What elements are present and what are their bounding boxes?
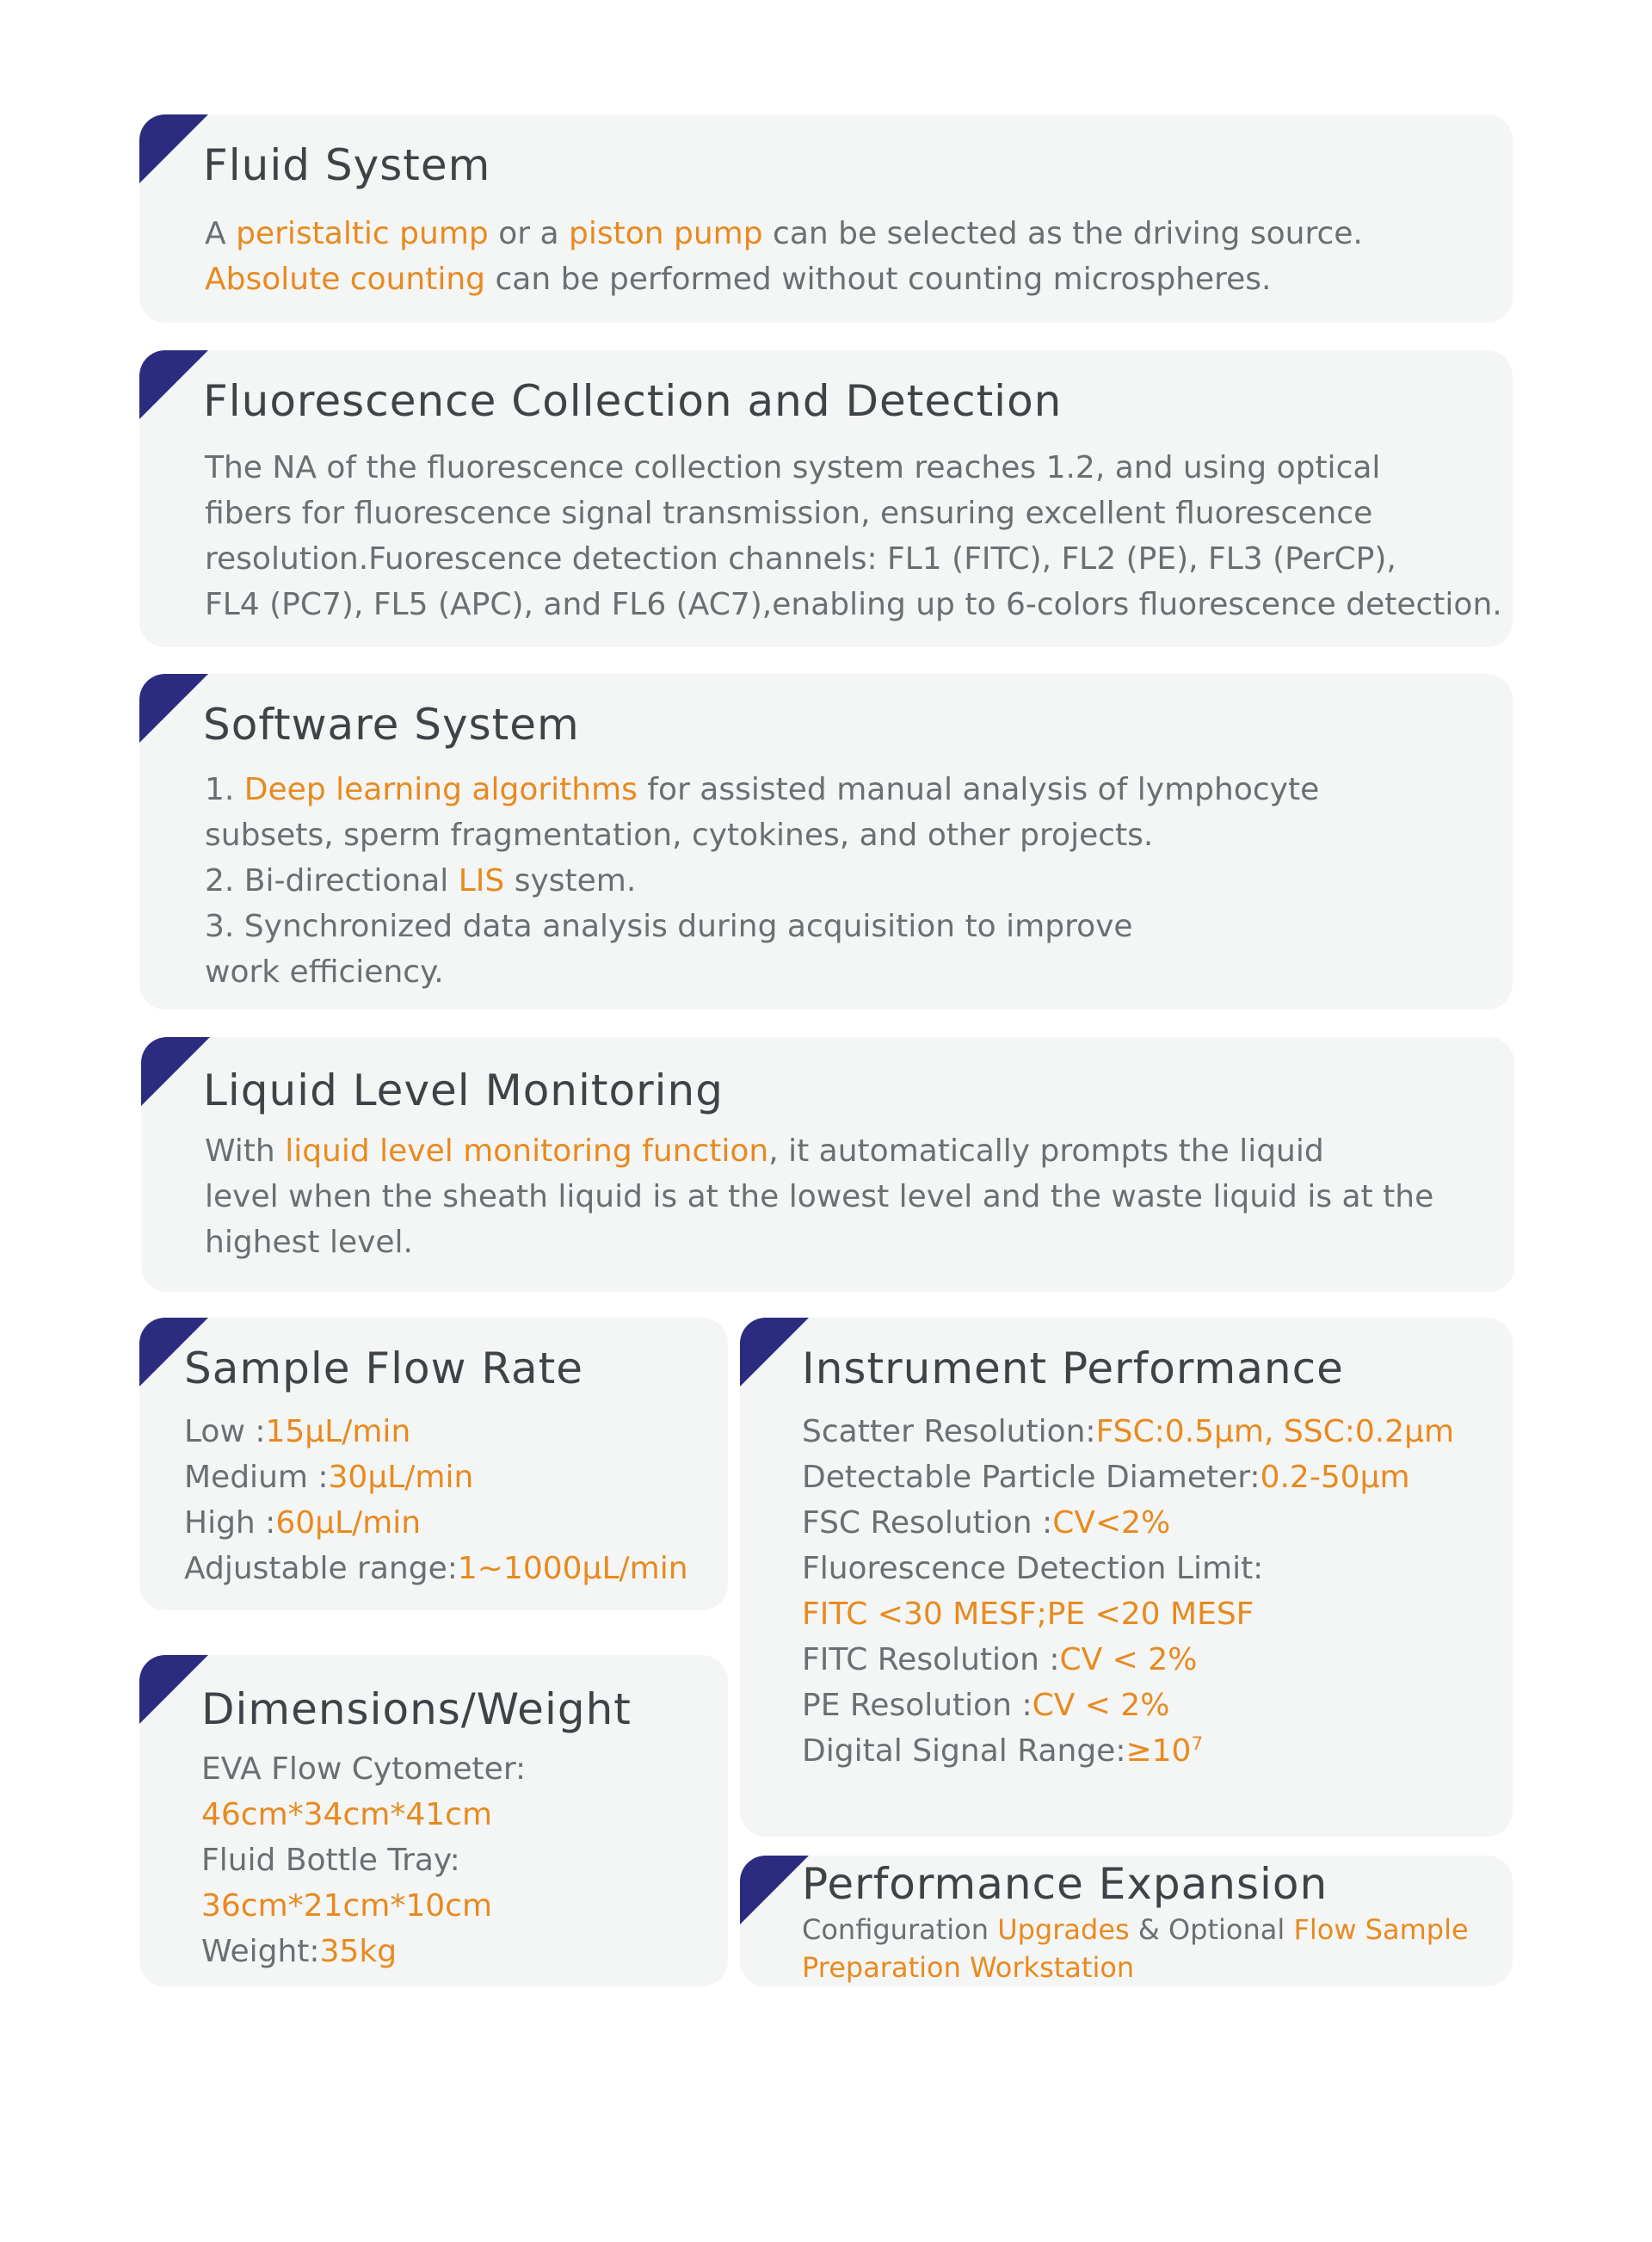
- highlight-peristaltic-pump: peristaltic pump: [236, 216, 489, 251]
- spec-value: ≥10: [1125, 1733, 1192, 1769]
- flow-rate-label: High :: [184, 1505, 276, 1541]
- body-line: level when the sheath liquid is at the lowest level and the waste liquid is at the: [205, 1179, 1434, 1214]
- dimension-label: Fluid Bottle Tray:: [201, 1843, 460, 1878]
- spec-value: CV < 2%: [1059, 1642, 1198, 1677]
- performance-expansion-card: [740, 1856, 1513, 1986]
- corner-triangle-icon: [740, 1856, 809, 1924]
- instrument-performance-card: [740, 1318, 1513, 1837]
- liquid-level-body: [205, 1128, 1433, 1265]
- body-line: resolution.Fuorescence detection channels: FL1 (FITC), FL2 (PE), FL3 (PerCP),: [205, 541, 1396, 577]
- text: for assisted manual analysis of lymphocyte: [637, 772, 1320, 807]
- spec-row: [802, 1546, 1454, 1591]
- text: 1.: [205, 772, 244, 807]
- liquid-level-title: Liquid Level Monitoring: [203, 1065, 724, 1115]
- body-line: FL4 (PC7), FL5 (APC), and FL6 (AC7),enabling up to 6-colors fluorescence detection.: [205, 587, 1502, 622]
- body-line: 3. Synchronized data analysis during acquisition to improve: [205, 909, 1133, 944]
- corner-triangle-icon: [740, 1318, 809, 1387]
- body-line: work efficiency.: [205, 954, 444, 990]
- dimension-value: 46cm*34cm*41cm: [201, 1797, 493, 1832]
- body-line: [205, 256, 1363, 302]
- flow-rate-label: Adjustable range:: [184, 1551, 458, 1586]
- spec-label: Digital Signal Range:: [802, 1733, 1126, 1769]
- spec-value: 0.2-50μm: [1260, 1460, 1410, 1495]
- spec-label: FITC Resolution :: [802, 1642, 1060, 1677]
- text: A: [205, 216, 237, 251]
- highlight-lis: LIS: [458, 863, 505, 899]
- flow-rate-value: 60μL/min: [275, 1505, 422, 1541]
- dimension-label: EVA Flow Cytometer:: [201, 1751, 527, 1787]
- body-line: [205, 858, 1319, 904]
- spec-row: [802, 1683, 1454, 1728]
- sample-flow-rate-title: Sample Flow Rate: [184, 1343, 584, 1393]
- spec-row: [802, 1591, 1454, 1637]
- body-line: [205, 211, 1363, 256]
- instrument-performance-body: [802, 1409, 1454, 1774]
- body-line: The NA of the fluorescence collection system reaches 1.2, and using optical: [205, 450, 1381, 485]
- corner-triangle-icon: [139, 1655, 208, 1724]
- fluorescence-title: Fluorescence Collection and Detection: [203, 376, 1063, 426]
- spec-label: Scatter Resolution:: [802, 1414, 1096, 1449]
- flow-rate-row: [184, 1409, 688, 1455]
- performance-expansion-body: [802, 1911, 1469, 1986]
- text: , it automatically prompts the liquid: [768, 1133, 1324, 1169]
- corner-triangle-icon: [139, 350, 208, 419]
- spec-value: FSC:0.5μm, SSC:0.2μm: [1095, 1414, 1455, 1449]
- spec-value: CV<2%: [1052, 1505, 1171, 1541]
- flow-rate-value: 30μL/min: [328, 1460, 474, 1495]
- flow-rate-value: 1~1000μL/min: [457, 1551, 688, 1586]
- body-line: [802, 1911, 1469, 1949]
- spec-row: [802, 1728, 1454, 1774]
- weight-row: [201, 1929, 526, 1974]
- instrument-performance-title: Instrument Performance: [802, 1343, 1344, 1393]
- highlight-liquid-level-function: liquid level monitoring function: [285, 1133, 769, 1169]
- body-line: Preparation Workstation: [802, 1951, 1135, 1984]
- text: can be performed without counting microspheres.: [485, 262, 1272, 297]
- highlight-deep-learning: Deep learning algorithms: [243, 772, 638, 807]
- spec-value: CV < 2%: [1032, 1688, 1170, 1723]
- weight-label: Weight:: [201, 1934, 320, 1969]
- highlight-flow-sample: Flow Sample: [1293, 1913, 1469, 1946]
- body-line: [205, 1128, 1433, 1174]
- text: With: [205, 1133, 286, 1169]
- corner-triangle-icon: [139, 674, 208, 743]
- sample-flow-rate-body: [184, 1409, 688, 1591]
- fluid-system-card: [139, 114, 1513, 323]
- fluid-system-title: Fluid System: [203, 140, 491, 190]
- sample-flow-rate-card: [139, 1318, 728, 1610]
- weight-value: 35kg: [319, 1934, 398, 1969]
- spec-label: PE Resolution :: [802, 1688, 1032, 1723]
- flow-rate-row: [184, 1455, 688, 1500]
- dimensions-weight-body: [201, 1746, 526, 1974]
- spec-row: [802, 1637, 1454, 1683]
- body-line: fibers for fluorescence signal transmission, ensuring excellent fluorescence: [205, 496, 1373, 531]
- spec-exponent: 7: [1191, 1733, 1204, 1755]
- spec-row: [802, 1500, 1454, 1546]
- spec-row: [802, 1455, 1454, 1500]
- spec-label: FSC Resolution :: [802, 1505, 1053, 1541]
- text: & Optional: [1129, 1913, 1294, 1946]
- text: system.: [504, 863, 637, 899]
- spec-label: Fluorescence Detection Limit:: [802, 1551, 1264, 1586]
- performance-expansion-title: Performance Expansion: [802, 1859, 1328, 1909]
- flow-rate-row: [184, 1500, 688, 1546]
- dimension-value: 36cm*21cm*10cm: [201, 1888, 493, 1924]
- dimensions-weight-title: Dimensions/Weight: [201, 1684, 632, 1734]
- spec-value: FITC <30 MESF;PE <20 MESF: [802, 1597, 1254, 1632]
- flow-rate-label: Low :: [184, 1414, 266, 1449]
- software-system-card: [139, 674, 1513, 1010]
- software-system-title: Software System: [203, 700, 580, 750]
- text: Configuration: [802, 1913, 998, 1946]
- highlight-upgrades: Upgrades: [997, 1913, 1130, 1946]
- spec-row: [802, 1409, 1454, 1455]
- fluorescence-body: [205, 445, 1502, 627]
- body-line: subsets, sperm fragmentation, cytokines, and other projects.: [205, 818, 1154, 853]
- flow-rate-value: 15μL/min: [265, 1414, 411, 1449]
- spec-label: Detectable Particle Diameter:: [802, 1460, 1261, 1495]
- body-line: [205, 767, 1319, 812]
- corner-triangle-icon: [141, 1037, 210, 1106]
- text: can be selected as the driving source.: [762, 216, 1363, 251]
- body-line: highest level.: [205, 1225, 413, 1260]
- highlight-absolute-counting: Absolute counting: [205, 262, 486, 297]
- flow-rate-label: Medium :: [184, 1460, 329, 1495]
- text: or a: [488, 216, 569, 251]
- liquid-level-card: [141, 1037, 1514, 1292]
- flow-rate-row: [184, 1546, 688, 1591]
- dimensions-weight-card: [139, 1655, 728, 1986]
- fluid-system-body: [205, 211, 1363, 302]
- highlight-piston-pump: piston pump: [568, 216, 763, 251]
- software-system-body: [205, 767, 1319, 995]
- text: 2. Bi-directional: [205, 863, 459, 899]
- corner-triangle-icon: [139, 114, 208, 183]
- fluorescence-card: [139, 350, 1513, 647]
